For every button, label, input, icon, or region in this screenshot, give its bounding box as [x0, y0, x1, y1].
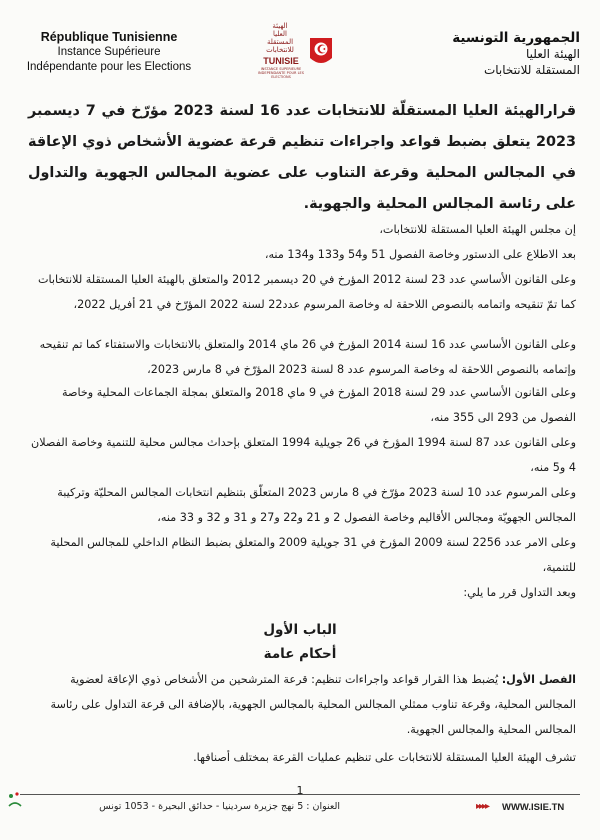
footer-address: العنوان : 5 نهج جزيرة سردينيا - حدائق البحيرة - 1053 تونس: [99, 801, 340, 812]
preamble-intro: إن مجلس الهيئة العليا المستقلة للانتخابات،: [379, 223, 576, 236]
decision-title: قرارالهيئة العليا المستقلّة للانتخابات عدد 16 لسنة 2023 مؤرّخ في 7 ديسمبر 2023 يتعلق بضبط قواعد واجراءات تنظيم قرعة عضوية الأشخاص ذوي الإعاقة في المجالس المحلية وقرعة التناوب على عضوية المجالس الجهوية والتداول على رئاسة المجالس المحلية والجهوية.: [28, 103, 576, 212]
article-1-para2: تشرف الهيئة العليا المستقلة للانتخابات على تنظيم عمليات القرعة بمختلف أصنافها.: [193, 751, 576, 764]
logo-arabic-text: الهيئة العليا المستقلة للانتخابات: [266, 22, 294, 54]
logo-subtitle: INSTANCE SUPERIEURE INDEPENDANTE POUR LES ELECTIONS: [258, 67, 304, 79]
logo-acronym: TUNISIE: [263, 56, 299, 66]
header-instance: Instance Supérieure: [57, 46, 161, 58]
preamble-law-2018: وعلى القانون الأساسي عدد 29 لسنة 2018 المؤرخ في 9 ماي 2018 والمتعلق بمجلة الجماعات المحلية وخاصة الفصول من 293 الى 355 منه،: [61, 386, 576, 424]
header-elections-ar: المستقلة للانتخابات: [483, 63, 580, 77]
header-republic: République Tunisienne: [40, 30, 178, 44]
chapter-title: أحكام عامة: [263, 646, 337, 662]
header-french: [24, 30, 194, 75]
article-1-label: الفصل الأول:: [501, 673, 576, 686]
article-1-text: يُضبط هذا القرار قواعد واجراءات تنظيم: قرعة المترشحين من الأشخاص ذوي الإعاقة لعضوية المجالس المحلية، وقرعة تناوب ممثلي المجالس المحلية بالمجالس الجهوية، بالإضافة الى قرعة التداول على رئاسة المجالس المحلية والمجالس الجهوية.: [50, 673, 576, 736]
preamble-deliberation: وبعد التداول قرر ما يلي:: [463, 586, 576, 599]
header-elections: Indépendante pour les Elections: [26, 61, 192, 73]
preamble-decree-2023: وعلى المرسوم عدد 10 لسنة 2023 مؤرّخ في 8 مارس 2023 المتعلّق بتنظيم انتخابات المجالس المحليّة وتركيبة المجالس الجهويّة ومجالس الأقاليم وخاصة الفصول 2 و 21 و22 و27 و 31 و 32 و 33 منه،: [57, 486, 576, 524]
footer-divider: [20, 794, 580, 795]
header-arabic: [430, 30, 580, 78]
footer-arrows-icon: ▸▸▸▸: [476, 801, 489, 812]
isie-logo: [258, 22, 346, 86]
preamble-law-2012: وعلى القانون الأساسي عدد 23 لسنة 2012 المؤرخ في 20 ديسمبر 2012 والمتعلق بالهيئة العليا المستقلة للانتخابات كما تمّ تنقيحه واتمامه بالنصوص اللاحقة له وخاصة المرسوم عدد22 لسنة 2022 المؤرّخ في 21 أفريل 2022،: [37, 273, 576, 311]
preamble-law-2014: وعلى القانون الأساسي عدد 16 لسنة 2014 المؤرخ في 26 ماي 2014 والمتعلق بالانتخابات والاستفتاء كما تم تنقيحه وإتمامه بالنصوص اللاحقة له وخاصة المرسوم عدد 8 لسنة 2023 المؤرّخ في 8 مارس 2023،: [39, 338, 576, 376]
header-republic-ar: الجمهورية التونسية: [452, 30, 580, 46]
page-number: 1: [296, 784, 304, 797]
preamble-law-1994: وعلى القانون عدد 87 لسنة 1994 المؤرخ في 26 جويلية 1994 المتعلق بإحداث مجالس محلية للتنمية وخاصة الفصلان 4 و5 منه،: [30, 436, 576, 474]
preamble-order-2009: وعلى الامر عدد 2256 لسنة 2009 المؤرخ في 31 جويلية 2009 والمتعلق بضبط النظام الداخلي للمجالس المحلية للتنمية،: [50, 536, 576, 574]
tunisia-flag-icon: [308, 36, 334, 68]
footer-website-link[interactable]: WWW.ISIE.TN: [502, 802, 565, 813]
header-instance-ar: الهيئة العليا: [525, 47, 580, 61]
article-1: [28, 667, 576, 742]
preamble-constitution: بعد الاطلاع على الدستور وخاصة الفصول 51 و54 و133 و134 منه،: [264, 248, 576, 261]
footer-logo-mark-icon: [6, 790, 24, 810]
chapter-number: الباب الأول: [263, 622, 337, 638]
